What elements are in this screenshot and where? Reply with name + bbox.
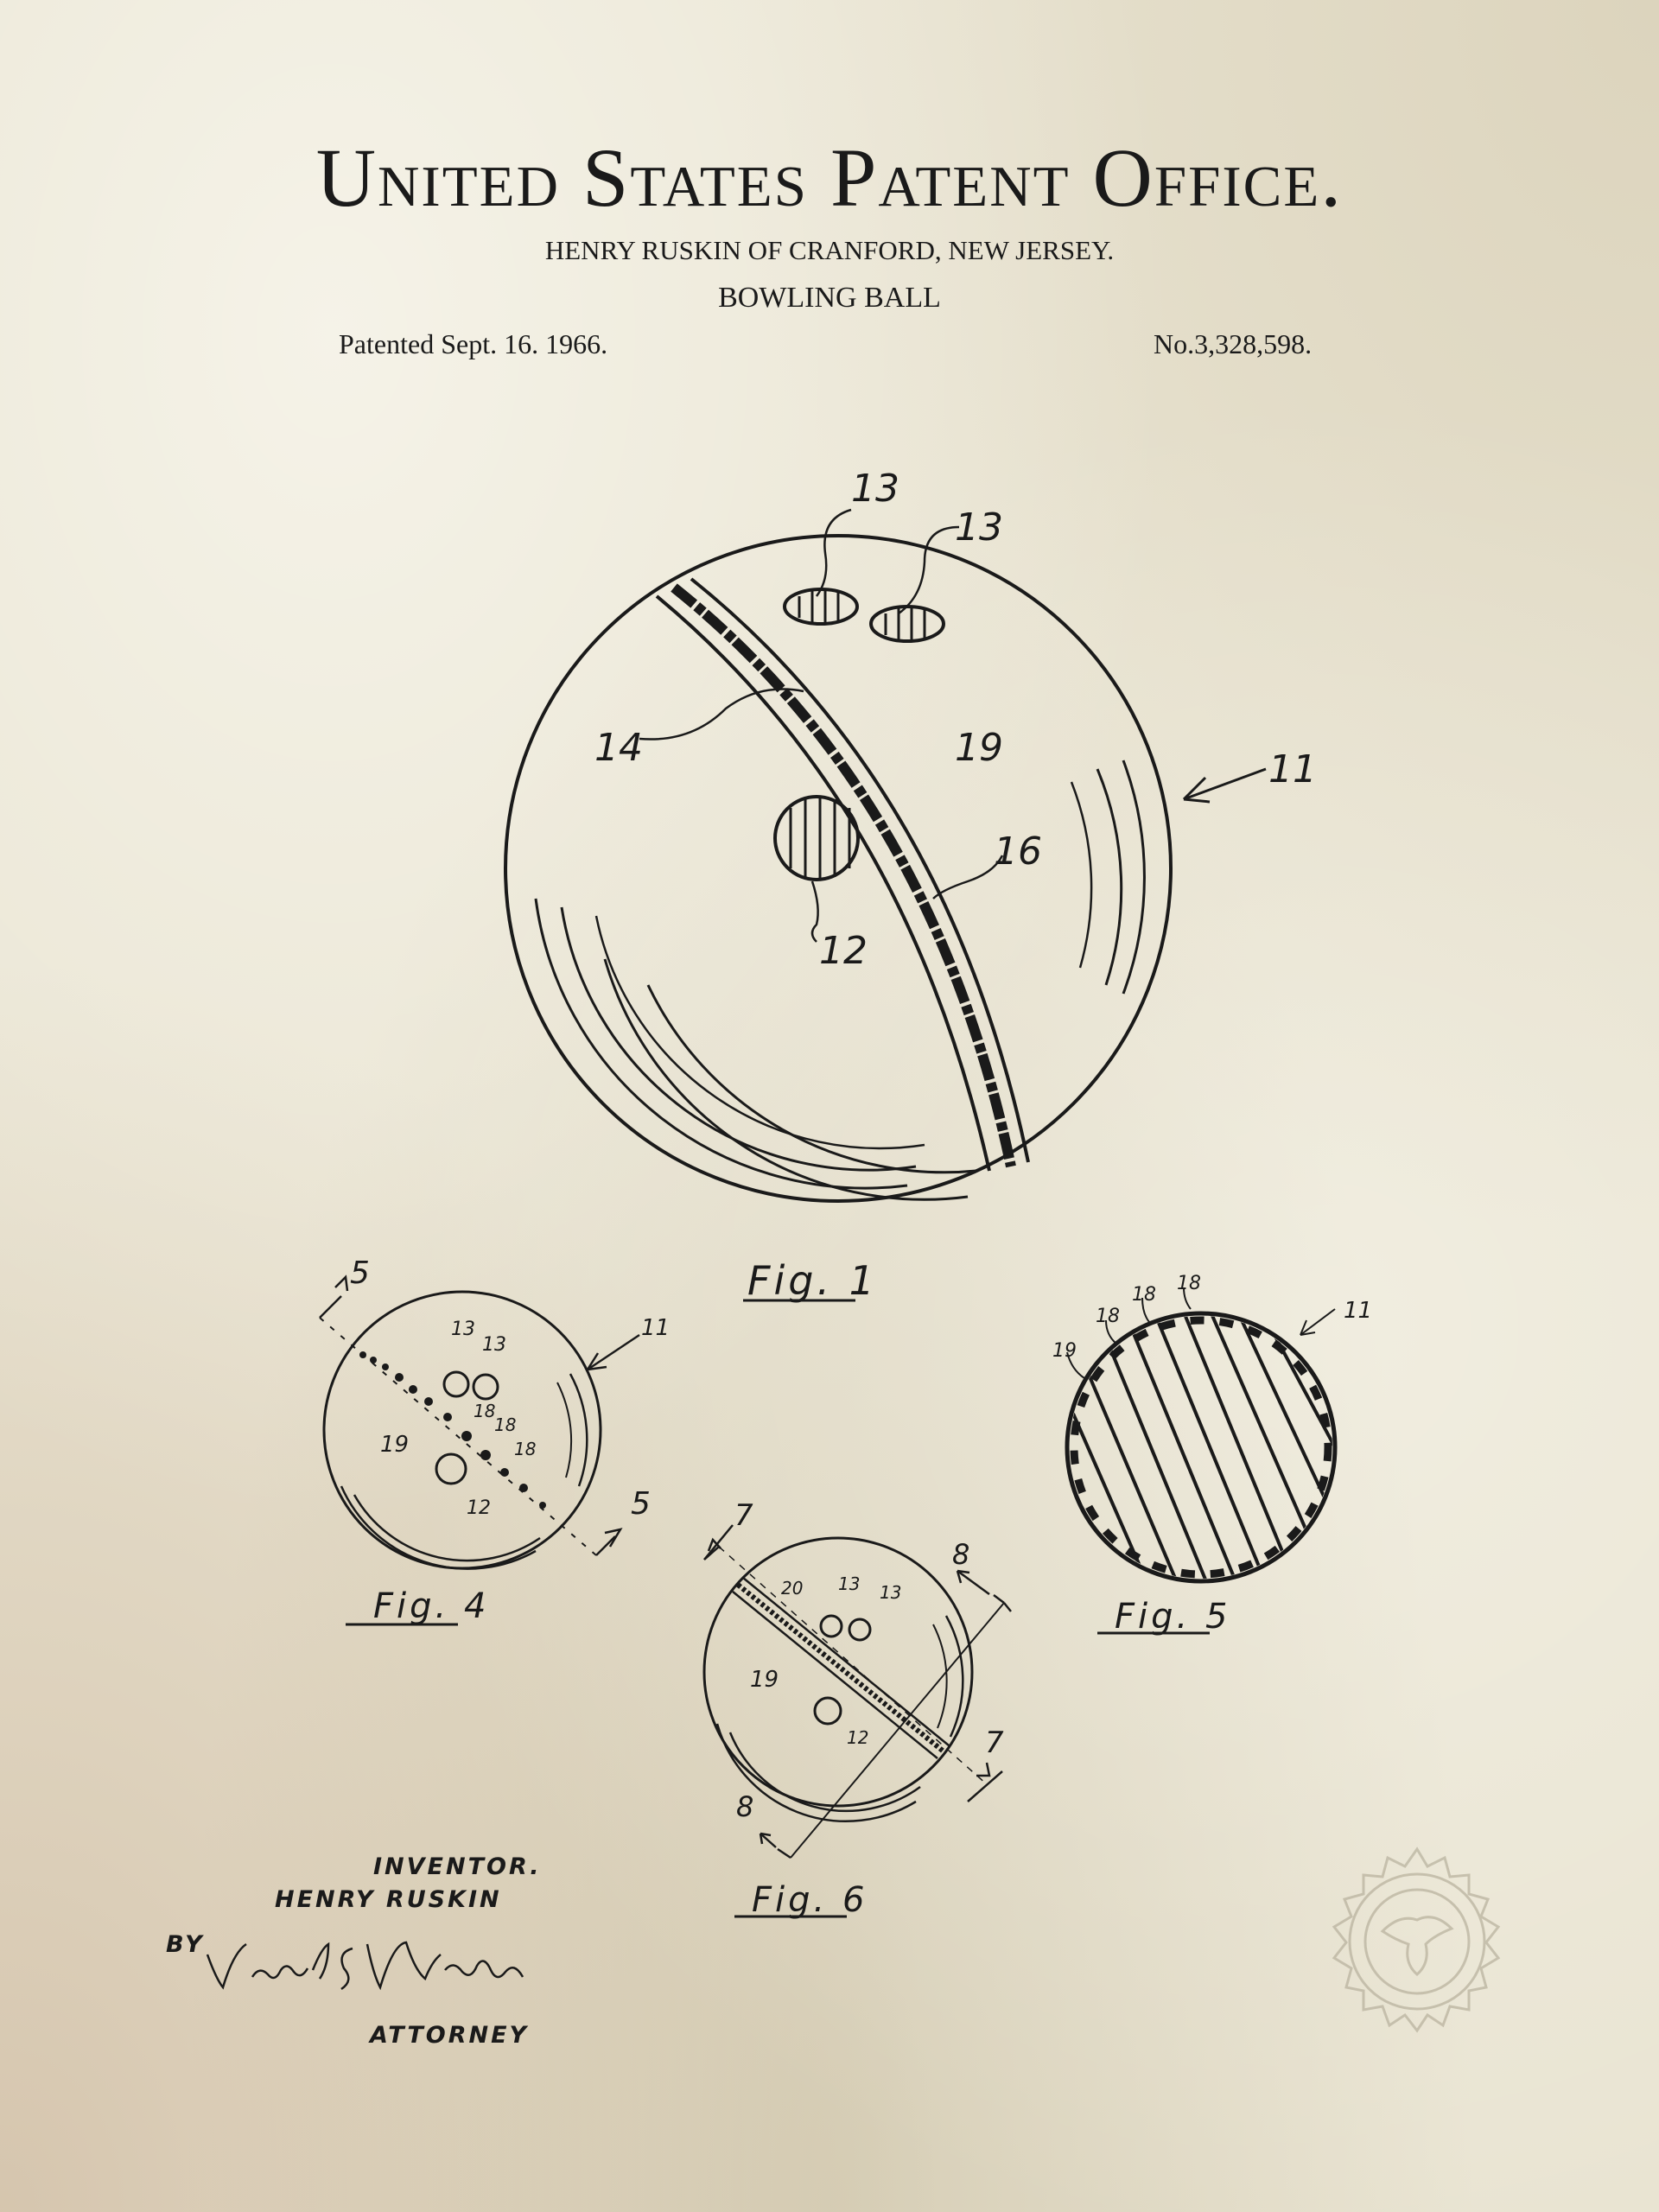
fig4-caption (346, 1586, 489, 1626)
fig1-label-12: 12 (819, 929, 868, 973)
fig6-label-8a: 8 (952, 1538, 970, 1571)
fig5-label-18c: 18 (1177, 1273, 1201, 1294)
fig1-label-13b: 13 (955, 505, 1003, 550)
fig4-label-18b: 18 (494, 1414, 517, 1435)
fig6-label-13b: 13 (880, 1582, 902, 1603)
by-label: BY (166, 1931, 205, 1958)
fig6-label-20: 20 (781, 1578, 804, 1599)
fig5-caption (1097, 1597, 1230, 1637)
fig4-label-12: 12 (467, 1497, 491, 1519)
fig1-label-13a: 13 (851, 467, 899, 511)
fig5-drawing (1037, 1270, 1382, 1607)
fig5-label-18a: 18 (1096, 1306, 1120, 1327)
fig5-label-19: 19 (1052, 1340, 1077, 1362)
seal-serrated-edge (1334, 1849, 1498, 2031)
fig6-reference-numerals (734, 1498, 1004, 1823)
fig4-label-19: 19 (380, 1432, 410, 1458)
patent-office-seal (1334, 1849, 1498, 2031)
fig4-label-13b: 13 (482, 1334, 506, 1356)
fig6-label-8b: 8 (736, 1790, 754, 1823)
fig1-caption (743, 1257, 878, 1304)
fig4-label-18c: 18 (514, 1439, 537, 1459)
page-title: United States Patent Office. (315, 131, 1344, 224)
invention-title: BOWLING BALL (718, 282, 941, 314)
fig1-label-19: 19 (955, 726, 1003, 770)
fig4-label-13a: 13 (451, 1319, 475, 1340)
inventor-name: HENRY RUSKIN (275, 1886, 502, 1913)
fig6-caption-text: Fig. 6 (752, 1880, 868, 1920)
fig6-label-7a: 7 (734, 1498, 753, 1533)
inventor-line: HENRY RUSKIN OF CRANFORD, NEW JERSEY. (544, 235, 1115, 265)
fig1-label-14: 14 (594, 726, 643, 770)
fig5-label-11: 11 (1344, 1298, 1373, 1324)
fig4-label-18a: 18 (474, 1401, 496, 1421)
fig6-label-7b: 7 (985, 1726, 1004, 1760)
fig1-caption-text: Fig. 1 (747, 1257, 878, 1304)
fig5-label-18b: 18 (1132, 1284, 1156, 1306)
fig6-label-19: 19 (750, 1667, 779, 1693)
attorney-label: ATTORNEY (370, 2022, 530, 2049)
fig5-caption-text: Fig. 5 (1115, 1597, 1231, 1637)
fig1-reference-numerals (594, 467, 1317, 973)
fig1-drawing (505, 510, 1266, 1201)
fig6-label-12: 12 (847, 1727, 869, 1748)
inventor-heading: INVENTOR. (373, 1853, 542, 1880)
fig4-label-5b: 5 (631, 1486, 651, 1522)
fig4-drawing (320, 1277, 639, 1569)
fig1-label-11: 11 (1268, 747, 1317, 791)
fig6-label-13a: 13 (838, 1573, 861, 1594)
eagle-icon (1382, 1917, 1452, 1974)
fig4-label-5a: 5 (350, 1255, 370, 1291)
fig1-label-16: 16 (994, 830, 1042, 874)
fig4-hole-dots (359, 1351, 546, 1509)
fig6-caption (734, 1880, 868, 1920)
patent-date: Patented Sept. 16. 1966. (339, 328, 608, 359)
patent-number: No.3,328,598. (1154, 328, 1313, 359)
attorney-signature-drawing (207, 1942, 523, 1989)
fig4-caption-text: Fig. 4 (373, 1586, 490, 1626)
fig4-label-11: 11 (641, 1315, 671, 1341)
